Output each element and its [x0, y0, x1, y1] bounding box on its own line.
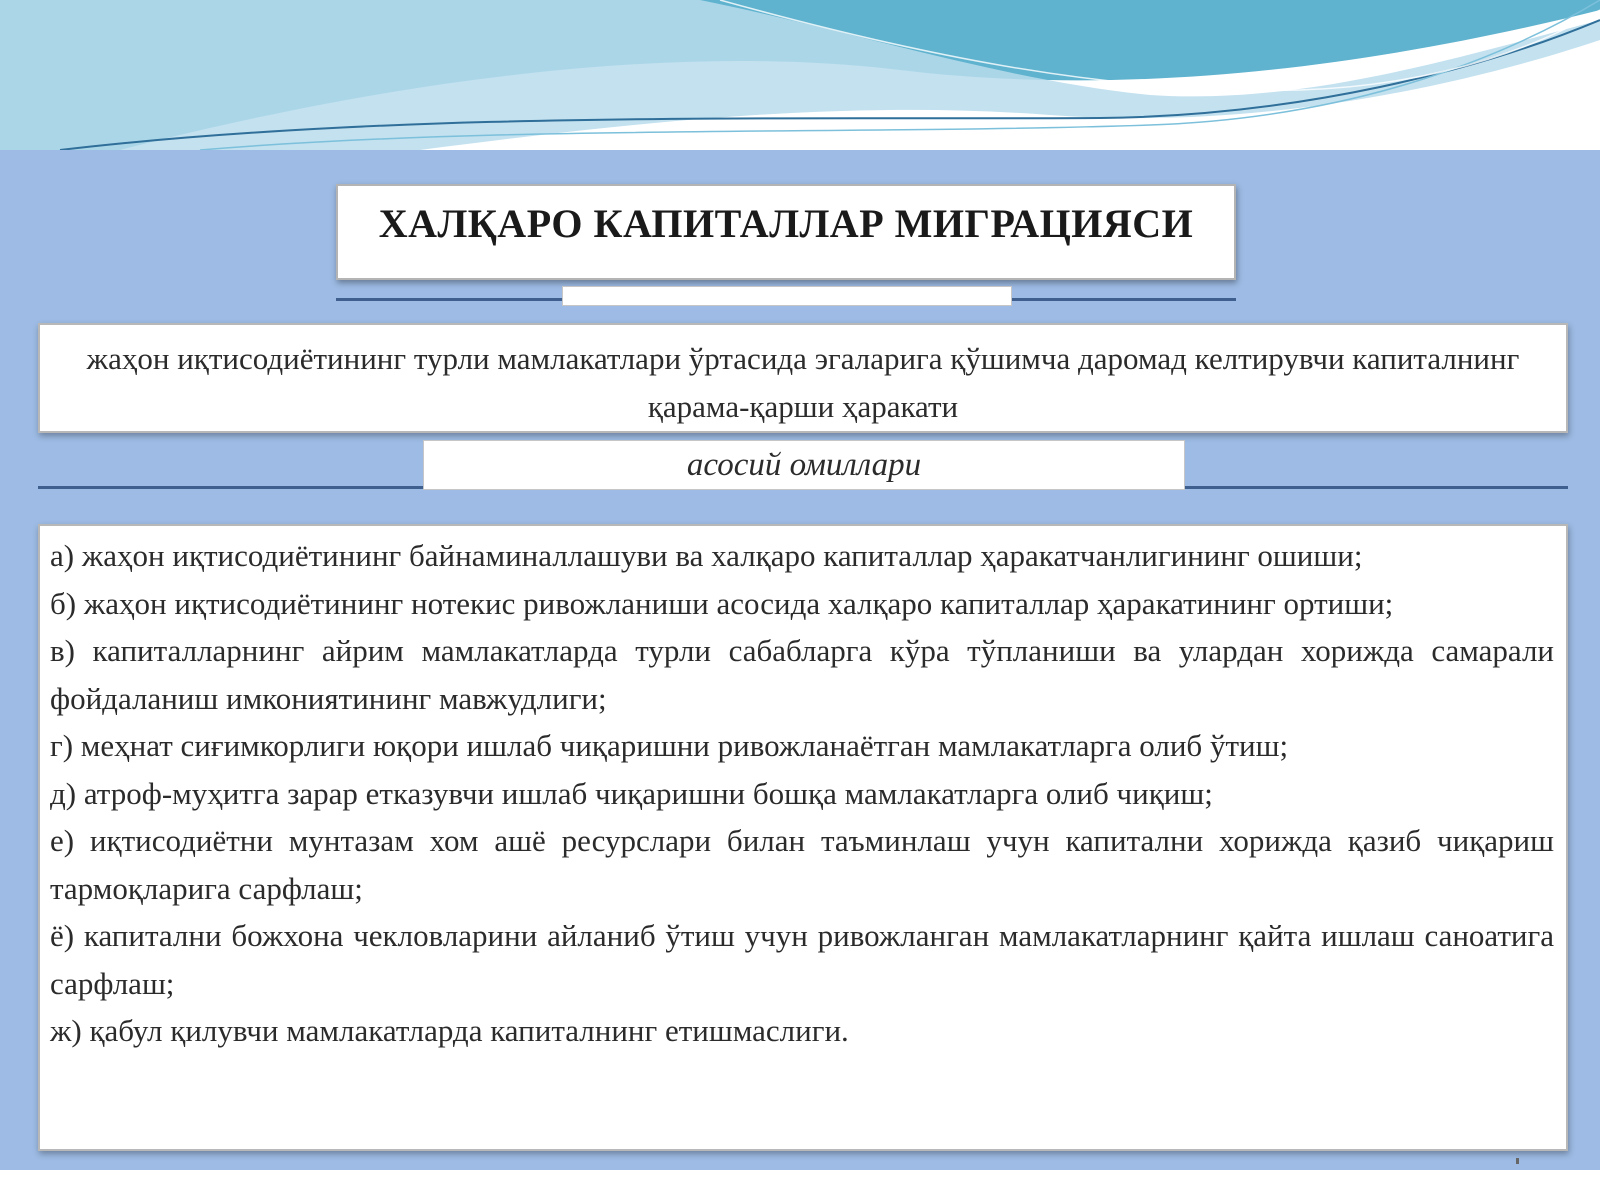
title-underline-left	[336, 298, 566, 301]
list-item: ж) қабул қилувчи мамлакатларда капиталнинг етишмаслиги.	[50, 1013, 849, 1048]
factors-list-box	[38, 524, 1568, 1151]
list-item: г) меҳнат сиғимкорлиги юқори ишлаб чиқаришни ривожланаётган мамлакатларга олиб ўтиш;	[50, 728, 1289, 763]
list-item: а) жаҳон иқтисодиётининг байнаминаллашуви ва халқаро капиталлар ҳаракатчанлигининг ошиши;	[50, 538, 1363, 573]
heading-rule-right	[1185, 486, 1568, 489]
title-box	[336, 184, 1236, 280]
definition-text: жаҳон иқтисодиётининг турли мамлакатлари ўртасида эгаларига қўшимча даромад келтирувчи капиталнинг қарама-қарши ҳаракати	[86, 341, 1520, 424]
list-item: д) атроф-муҳитга зарар етказувчи ишлаб чиқаришни бошқа мамлакатларга олиб чиқиш;	[50, 775, 1213, 811]
heading-rule-left	[38, 486, 423, 489]
slide-title: ХАЛҚАРО КАПИТАЛЛАР МИГРАЦИЯСИ	[378, 201, 1194, 246]
title-underline-right	[1010, 298, 1236, 301]
list-item: в) капиталларнинг айрим мамлакатларда турли сабабларга кўра тўпланиши ва улардан хорижда самарали фойдаланиш имкониятининг мавжудлиги;	[50, 633, 1554, 716]
list-item: б) жаҳон иқтисодиётининг нотекис ривожланиши асосида халқаро капиталлар ҳаракатининг ортиши;	[50, 585, 1394, 621]
factors-heading-tab	[423, 440, 1185, 490]
factors-heading: асосий омиллари	[686, 446, 922, 483]
bottom-strip	[0, 1170, 1600, 1200]
factors-list	[50, 532, 1554, 1055]
definition-box	[38, 323, 1568, 433]
list-item: ё) капитални божхона чекловларини айланиб ўтиш учун ривожланган мамлакатларнинг қайта ишлаш саноатига сарфлаш;	[50, 918, 1554, 1001]
header-wave-decoration	[0, 0, 1600, 160]
list-item: е) иқтисодиётни мунтазам хом ашё ресурслари билан таъминлаш учун капитални хорижда қазиб чиқариш тармоқларига сарфлаш;	[50, 823, 1554, 906]
title-connector-tab	[562, 286, 1012, 306]
page-marker	[1516, 1158, 1519, 1164]
